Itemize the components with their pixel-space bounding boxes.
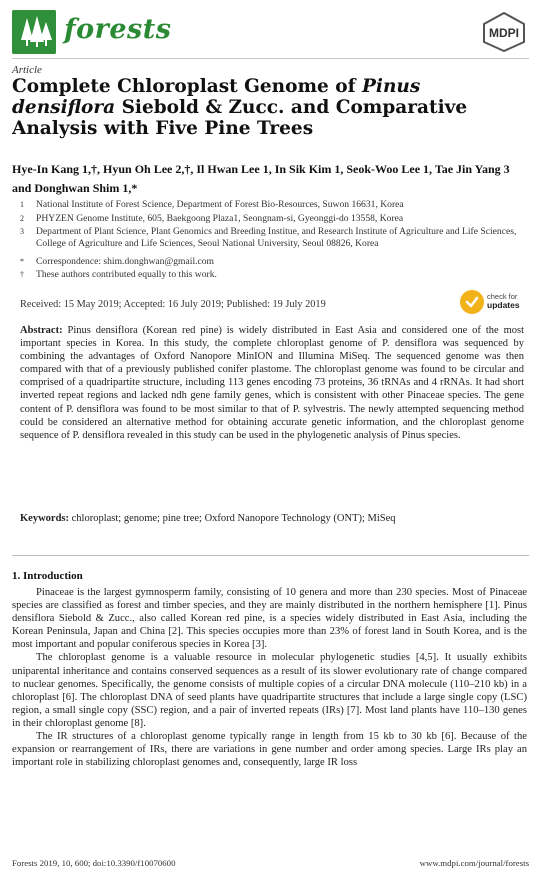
check-updates-label [487,292,520,310]
intro-heading: 1. Introduction [12,570,83,582]
affiliation-mark: * [20,257,24,266]
abstract-label: Abstract: [20,325,63,336]
correspondence [20,256,525,268]
intro-paragraph: The IR structures of a chloroplast genome typically range in length from 15 kb to 30 kb [6]. Because of the expansion or rearrangement of IRs, there are variations in gene number and order among species. Large IRs play an important role in stabilizing chloroplast genomes and, consequently, large IR loss [12,731,527,769]
intro-paragraph: Pinaceae is the largest gymnosperm family, consisting of 10 genera and more than 230 species. Most of Pinaceae species are classified as forest and timber species, and they are mainly distributed in the northern hemisphere [1]. Pinus densiflora Siebold & Zucc., also called Korean red pine, is a species widely distributed in East Asia, including the Korean Peninsula, Japan and China [2]. This species occupies more than 23% of forest land in South Korea, and is the most important and popular coniferous species in Korea [3]. [12,587,527,651]
equal-contribution-text: These authors contributed equally to this work. [36,269,217,280]
intro-body [12,586,527,769]
affiliation-text: PHYZEN Genome Institute, 605, Baekgoong Plaza1, Seongnam-si, Gyeonggi-do 13558, Korea [36,213,404,224]
section-divider [12,555,529,556]
journal-header [12,10,529,56]
article-title [12,76,527,139]
publication-dates: Received: 15 May 2019; Accepted: 16 July 2019; Published: 19 July 2019 [20,299,326,310]
check-for-updates-button[interactable] [460,289,520,317]
check-updates-line2: updates [487,300,520,310]
correspondence-text[interactable]: Correspondence: shim.donghwan@gmail.com [36,256,215,267]
title-part-2: Siebold & Zucc. and Comparative Analysis with Five Pine Trees [12,97,468,139]
journal-name[interactable]: forests [64,14,172,45]
affiliation-mark: 1 [20,200,24,209]
affiliation-text: National Institute of Forest Science, Department of Forest Bio-Resources, Suwon 16631, Korea [36,199,404,210]
forests-logo-icon [12,10,56,54]
header-divider [12,58,529,59]
affiliation-mark: † [20,270,24,279]
article-type: Article [12,64,42,76]
mdpi-logo-icon[interactable] [481,12,527,52]
keywords [20,512,524,525]
title-species: Pinus densiflora [12,76,421,118]
author-list[interactable]: Hye-In Kang 1,†, Hyun Oh Lee 2,†, Il Hwan Lee 1, In Sik Kim 1, Seok-Woo Lee 1, Tae Jin Yang 3 and Donghwan Shim 1,* [12,162,510,195]
publisher-name: MDPI [489,26,519,40]
footer-citation[interactable]: Forests 2019, 10, 600; doi:10.3390/f10070600 [12,858,176,868]
abstract-text: Pinus densiflora (Korean red pine) is widely distributed in East Asia and considered one of the most important species in Korea. In this study, the complete chloroplast genome of P. densiflora was sequenced by combining the advantages of Oxford Nanopore MinION and Illumina MiSeq. The sequenced genome was then compared with that of a previously published conifer plastome. The chloroplast genome was found to be circular and comprised of a quadripartite structure, including 113 genes encoding 73 proteins, 36 tRNAs and 4 rRNAs. It had short inverted repeat regions and lacked ndh gene family genes, which is consistent with other Pinaceae species. The gene content of P. densiflora was found to be most similar to that of P. sylvestris. The newly attempted sequencing method could be considered an alternative method for obtaining accurate genetic information, and the chloroplast genome sequence of P. densiflora revealed in this study can be used in the phylogenetic analysis of Pinus species. [20,325,524,441]
keywords-text: chloroplast; genome; pine tree; Oxford Nanopore Technology (ONT); MiSeq [71,513,396,524]
affiliation-1 [20,199,525,211]
abstract [20,324,524,442]
affiliation-mark: 2 [20,214,24,223]
affiliation-text: Department of Plant Science, Plant Genomics and Breeding Institue, and Research Institute of Agriculture and Life Sciences, College of Agriculture and Life Sciences, Seoul National University, Seoul 08826, Korea [36,226,517,249]
title-part-1: Complete Chloroplast Genome of [12,76,362,97]
keywords-label: Keywords: [20,513,69,524]
check-updates-line1: check for [487,292,518,301]
affiliation-mark: 3 [20,227,24,236]
check-updates-icon [460,290,484,314]
affiliation-3 [20,226,525,249]
equal-contribution-note [20,269,525,281]
affiliation-2 [20,213,525,225]
intro-paragraph: The chloroplast genome is a valuable resource in molecular phylogenetic studies [4,5]. It usually exhibits uniparental inheritance and contains conserved sequences as a result of its slower evolutionary rate of change compared to nuclear genomes. Specifically, the genome consists of multiple copies of a circular DNA molecule (110–210 kb) in a chloroplast [6]. The chloroplast DNA of seed plants have quadripartite structures that include a large single copy (LSC) region, a small single copy (SSC) region, and a pair of inverted repeats (IRs) [7]. Most land plants have 110–130 genes in their chloroplast genome [8]. [12,652,527,729]
footer-journal-url[interactable]: www.mdpi.com/journal/forests [419,858,529,868]
